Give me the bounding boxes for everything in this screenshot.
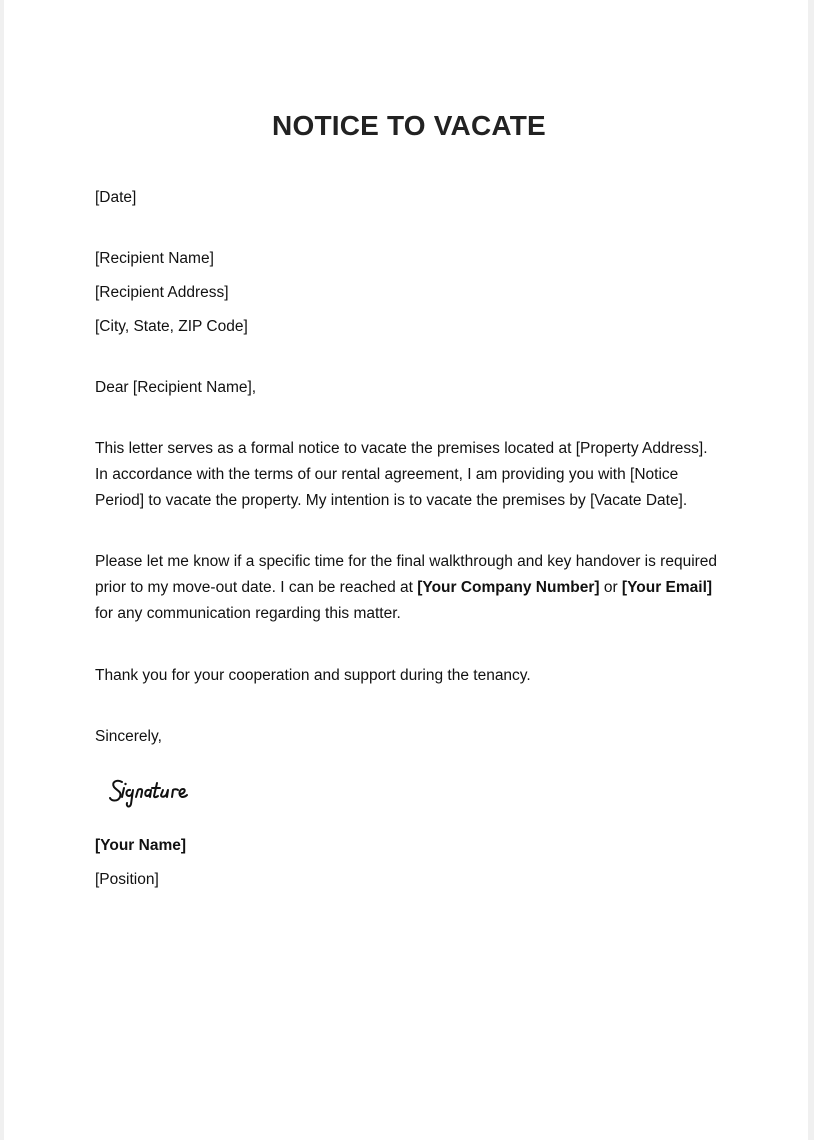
- body-paragraph-1: This letter serves as a formal notice to vacate the premises located at [Property Address]. In accordance with the terms of our rental agreement, I am providing you with [Notice Period] to vacate the property. My intention is to vacate the premises by [Vacate Date].: [95, 440, 708, 509]
- body-paragraph-2: [95, 549, 723, 627]
- recipient-address: [Recipient Address]: [95, 284, 229, 301]
- salutation: Dear [Recipient Name],: [95, 379, 257, 396]
- p2-text-a: Please let me know if a specific time for the final walkthrough and key handover is required prior to my move-out date. I can be reached at: [95, 553, 718, 596]
- body-paragraph-3: Thank you for your cooperation and support during the tenancy.: [95, 667, 531, 684]
- recipient-name: [Recipient Name]: [95, 250, 214, 267]
- email-placeholder: [Your Email]: [621, 579, 713, 596]
- document-page: [4, 0, 808, 1140]
- sender-position: [Position]: [95, 871, 159, 888]
- signature-image: [108, 772, 218, 812]
- document-title: NOTICE TO VACATE: [272, 110, 546, 141]
- closing: Sincerely,: [95, 728, 162, 745]
- date-line: [Date]: [95, 189, 137, 206]
- recipient-city: [City, State, ZIP Code]: [95, 318, 248, 335]
- p2-text-c: for any communication regarding this matter.: [95, 605, 401, 622]
- company-number-placeholder: [Your Company Number]: [417, 579, 600, 596]
- p2-text-b: or: [599, 579, 622, 596]
- sender-name: [Your Name]: [95, 837, 187, 854]
